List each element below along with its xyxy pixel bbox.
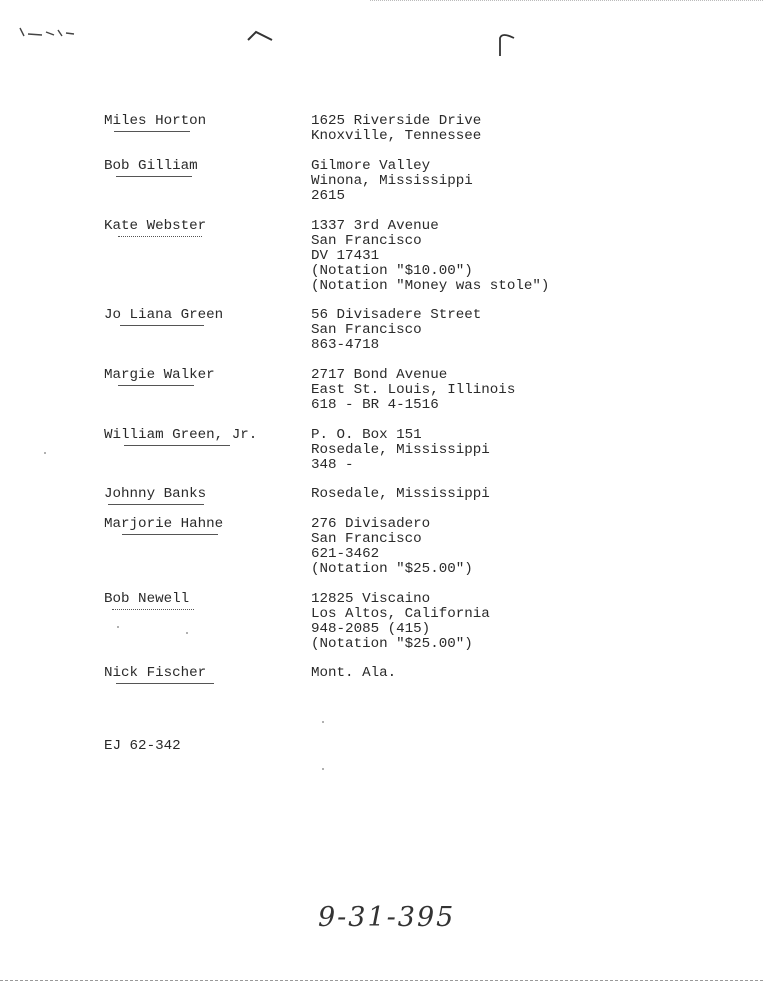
- address-line: 621-3462: [311, 546, 380, 562]
- address-line: 1625 Riverside Drive: [311, 113, 482, 129]
- name-underline: [116, 176, 192, 177]
- address-line: 56 Divisadere Street: [311, 307, 482, 323]
- address-line: 12825 Viscaino: [311, 591, 431, 607]
- address-line: DV 17431: [311, 248, 380, 264]
- entry-name: Nick Fischer: [104, 665, 207, 681]
- address-line: San Francisco: [311, 233, 422, 249]
- entry-address: [311, 308, 611, 353]
- entry-address: [311, 114, 611, 144]
- top-edge-dots: [370, 0, 763, 1]
- speck-mark: [117, 626, 119, 628]
- address-line: Gilmore Valley: [311, 158, 431, 174]
- name-underline: [114, 131, 190, 132]
- address-line: 2717 Bond Avenue: [311, 367, 448, 383]
- name-underline: [120, 325, 204, 326]
- entry-name: Kate Webster: [104, 218, 207, 234]
- address-line: Los Altos, California: [311, 606, 490, 622]
- entry-address: [311, 517, 611, 577]
- entry-name: Marjorie Hahne: [104, 516, 224, 532]
- bottom-edge-rule: [0, 980, 763, 981]
- file-number: EJ 62-342: [104, 738, 181, 754]
- corner-scribble-mark: [18, 22, 78, 42]
- address-line: 276 Divisadero: [311, 516, 431, 532]
- address-line: (Notation "Money was stole"): [311, 278, 550, 294]
- entry-address: [311, 592, 611, 652]
- entry-address: [311, 666, 611, 681]
- entry-name: Johnny Banks: [104, 486, 207, 502]
- entry-address: [311, 428, 611, 473]
- speck-mark: [322, 768, 324, 770]
- name-underline: [116, 683, 214, 684]
- address-line: 1337 3rd Avenue: [311, 218, 439, 234]
- address-line: 618 - BR 4-1516: [311, 397, 439, 413]
- entry-address: [311, 219, 611, 294]
- address-line: San Francisco: [311, 322, 422, 338]
- hook-mark: [492, 30, 518, 58]
- address-line: Rosedale, Mississippi: [311, 442, 490, 458]
- address-line: 863-4718: [311, 337, 380, 353]
- entry-name: Margie Walker: [104, 367, 215, 383]
- address-line: P. O. Box 151: [311, 427, 422, 443]
- address-line: East St. Louis, Illinois: [311, 382, 516, 398]
- name-underline: [112, 609, 194, 610]
- name-underline: [118, 385, 194, 386]
- address-line: (Notation "$10.00"): [311, 263, 473, 279]
- entry-name: Jo Liana Green: [104, 307, 224, 323]
- speck-mark: [322, 721, 324, 723]
- entry-name: William Green, Jr.: [104, 427, 258, 443]
- entry-name: Bob Gilliam: [104, 158, 198, 174]
- caret-mark: [246, 28, 274, 44]
- name-underline: [122, 534, 218, 535]
- address-line: 2615: [311, 188, 346, 204]
- entry-name: Miles Horton: [104, 113, 207, 129]
- speck-mark: [186, 632, 188, 634]
- address-line: 948-2085 (415): [311, 621, 431, 637]
- entry-address: [311, 159, 611, 204]
- address-line: (Notation "$25.00"): [311, 636, 473, 652]
- entry-name: Bob Newell: [104, 591, 190, 607]
- name-underline: [108, 504, 204, 505]
- address-line: 348 -: [311, 457, 354, 473]
- address-line: Rosedale, Mississippi: [311, 486, 490, 502]
- address-line: San Francisco: [311, 531, 422, 547]
- name-underline: [118, 236, 202, 237]
- speck-mark: [44, 452, 46, 454]
- handwritten-file-number: 9-31-395: [318, 902, 456, 933]
- name-underline: [124, 445, 230, 446]
- address-line: Knoxville, Tennessee: [311, 128, 482, 144]
- address-line: Mont. Ala.: [311, 665, 397, 681]
- address-line: Winona, Mississippi: [311, 173, 473, 189]
- entry-address: [311, 487, 611, 502]
- entry-address: [311, 368, 611, 413]
- address-line: (Notation "$25.00"): [311, 561, 473, 577]
